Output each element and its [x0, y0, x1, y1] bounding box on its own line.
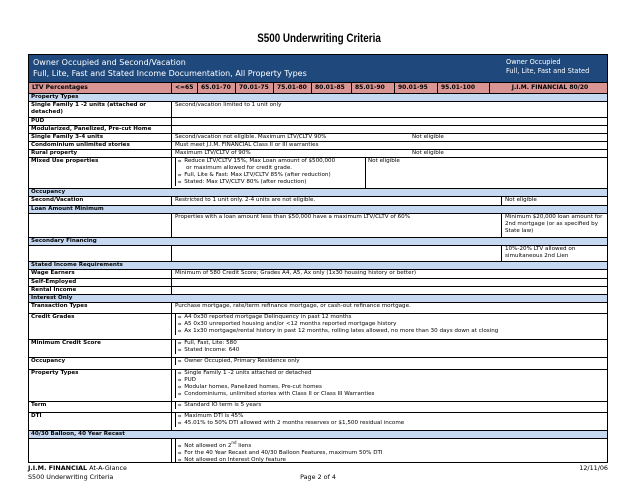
- ltv-rate-row: [29, 83, 607, 94]
- bullet-icon: ⦵: [178, 402, 183, 408]
- row-label: PUD: [29, 118, 172, 125]
- table-row: [29, 142, 607, 150]
- table-row: [29, 370, 607, 402]
- table-row: [29, 303, 607, 314]
- row-text: Maximum LTV/CLTV of 90%: [175, 150, 251, 156]
- table-row: [29, 158, 607, 189]
- row-note: Minimum $20,000 loan amount for 2nd mortgage (or as specified by State law): [501, 214, 607, 237]
- table-row: [29, 126, 607, 134]
- table-row: [29, 118, 607, 126]
- list-item: ⦵ Condominiums, unlimited stories with Class II or Class III Warranties: [178, 391, 375, 397]
- rate-cell: 90.01-95: [395, 83, 438, 93]
- row-label: Single Family 3-4 units: [29, 134, 172, 141]
- rate-cell: <=65: [172, 83, 198, 93]
- rate-cell: 65.01-70: [198, 83, 236, 93]
- list-item: ⦵ Full, Fast, Lite: 580: [178, 340, 237, 346]
- row-label: Self-Employed: [29, 279, 172, 286]
- table-row: [29, 413, 607, 431]
- rate-cell: 70.01-75: [236, 83, 274, 93]
- section-interest-only: Interest Only: [29, 295, 607, 303]
- row-label: Property Types: [29, 370, 172, 401]
- table-row: [29, 102, 607, 118]
- row-label: Rural property: [29, 150, 172, 157]
- footer-brand-suffix: At-A-Glance: [87, 464, 127, 472]
- row-label: Modularized, Panelized, Pre-cut Home: [29, 126, 172, 133]
- bullet-icon: ⦵: [178, 158, 183, 164]
- table-row: [29, 150, 607, 158]
- row-note: Not eligible: [412, 150, 444, 156]
- section-occupancy: Occupancy: [29, 189, 607, 197]
- table-row: [29, 340, 607, 358]
- table-row: [29, 402, 607, 413]
- table-row: [29, 197, 607, 206]
- table-row: [29, 439, 607, 463]
- bullet-icon: ⦵: [178, 358, 183, 364]
- table-row: [29, 279, 607, 287]
- row-label: Mixed Use properties: [29, 158, 172, 188]
- row-text: Properties with a loan amount less than $50,000 have a maximum LTV/CLTV of 60%: [175, 214, 411, 220]
- list-item: ⦵ Owner Occupied, Primary Residence only: [178, 358, 300, 364]
- criteria-table: [28, 54, 608, 463]
- list-item: or maximum allowed for credit grade.: [186, 165, 293, 171]
- rate-cell: 85.01-90: [352, 83, 395, 93]
- list-item: ⦵ Stated: Max LTV/CLTV 80% (after reduction): [178, 179, 307, 185]
- bullet-icon: ⦵: [178, 413, 183, 419]
- rate-cell: LTV Percentages: [29, 83, 172, 93]
- bullet-icon: ⦵: [178, 449, 183, 456]
- bullet-icon: ⦵: [178, 328, 183, 334]
- footer-brand: J.I.M. FINANCIAL: [28, 464, 88, 472]
- header-line-2: Full, Lite, Fast and Stated Income Documentation, All Property Types: [33, 69, 307, 78]
- row-label: Credit Grades: [29, 314, 172, 339]
- list-item: ⦵ Full, Lite & Fast: Max LTV/CLTV 85% (after reduction): [178, 172, 331, 178]
- row-text: Restricted to 1 unit only. 2-4 units are not eligible.: [175, 197, 316, 203]
- table-row: [29, 314, 607, 340]
- row-label: Term: [29, 402, 172, 412]
- table-header: [29, 55, 607, 83]
- section-secondary-financing: Secondary Financing: [29, 238, 607, 246]
- list-item: ⦵ 45.01% to 50% DTI allowed with 2 months reserves or $1,500 residual income: [178, 420, 405, 426]
- list-item: ⦵ Standard IO term is 5 years: [178, 402, 262, 408]
- table-row: [29, 246, 607, 262]
- table-row: [29, 270, 607, 279]
- bullet-icon: ⦵: [178, 321, 183, 327]
- rate-cell: J.I.M. FINANCIAL 80/20: [511, 84, 589, 91]
- bullet-icon: ⦵: [178, 347, 183, 353]
- rate-cell: 95.01-100: [438, 83, 490, 93]
- bullet-icon: ⦵: [178, 370, 183, 376]
- row-label: Rental Income: [29, 287, 172, 294]
- row-label: Second/Vacation: [29, 197, 172, 205]
- list-item: ⦵ Maximum DTI is 45%: [178, 413, 244, 419]
- bullet-icon: ⦵: [178, 456, 183, 463]
- row-text: Minimum of 580 Credit Score; Grades A4, A5, Ax only (1x30 housing history or better): [175, 270, 417, 276]
- bullet-icon: ⦵: [178, 384, 183, 390]
- rate-cell: 80.01-85: [312, 83, 352, 93]
- footer-date: 12/11/06: [579, 464, 608, 472]
- list-item: ⦵ A4 0x30 reported mortgage Delinquency in past 12 months: [178, 314, 352, 320]
- bullet-icon: ⦵: [178, 340, 183, 346]
- page-title: S500 Underwriting Criteria: [257, 31, 381, 45]
- table-row: [29, 134, 607, 142]
- row-label: Transaction Types: [29, 303, 172, 313]
- bullet-icon: ⦵: [178, 172, 183, 178]
- table-row: [29, 358, 607, 370]
- rate-cell: 75.01-80: [274, 83, 312, 93]
- row-note: Not eligible: [365, 158, 400, 188]
- list-item: ⦵ Stated Income: 640: [178, 347, 240, 353]
- header-right-1: Owner Occupied: [506, 58, 561, 66]
- row-note: Not eligible: [501, 197, 607, 205]
- bullet-icon: ⦵: [178, 179, 183, 185]
- row-label: Single Family 1 -2 units (attached or detached): [29, 102, 172, 117]
- header-line-1: Owner Occupied and Second/Vacation: [33, 58, 186, 67]
- list-item: ⦵ Reduce LTV/CLTV 15%, Max Loan amount of $500,000: [178, 158, 336, 164]
- bullet-icon: ⦵: [178, 377, 183, 383]
- table-row: [29, 214, 607, 238]
- row-note: Not eligible: [412, 134, 444, 140]
- footer-doc-title: S500 Underwriting Criteria: [28, 473, 114, 481]
- list-item: ⦵ Modular homes, Panelized homes, Pre-cut homes: [178, 384, 322, 390]
- section-loan-minimum: Loan Amount Minimum: [29, 206, 607, 214]
- row-text: Purchase mortgage, rate/term refinance mortgage, or cash-out refinance mortgage.: [175, 303, 411, 309]
- table-row: [29, 287, 607, 295]
- row-text: Second/vacation not eligible. Maximum LTV/CLTV 90%: [175, 134, 327, 140]
- row-label: DTI: [29, 413, 172, 430]
- list-item: ⦵ Not allowed on 2nd liens: [178, 440, 252, 449]
- row-label: Wage Earners: [29, 270, 172, 278]
- list-item: ⦵ A5 0x30 unreported housing and/or <12 months reported mortgage history: [178, 321, 397, 327]
- section-balloon: 40/30 Balloon, 40 Year Recast: [29, 431, 607, 439]
- bullet-icon: ⦵: [178, 391, 183, 397]
- list-item: ⦵ Ax 1x30 mortgage/rental history in past 12 months, rolling lates allowed, no more than 30 days down at closing: [178, 328, 499, 334]
- bullet-icon: ⦵: [178, 314, 183, 320]
- row-label: Occupancy: [29, 358, 172, 369]
- header-right-2: Full, Lite, Fast and Stated: [506, 67, 590, 75]
- row-text: Second/vacation limited to 1 unit only: [175, 102, 282, 108]
- row-label: Condominium unlimited stories: [29, 142, 172, 149]
- row-label: Minimum Credit Score: [29, 340, 172, 357]
- row-note: 10%-20% LTV allowed on simultaneous 2nd Lien: [501, 246, 607, 261]
- section-property-types: Property Types: [29, 94, 607, 102]
- page-number: Page 2 of 4: [300, 473, 336, 481]
- section-stated-income: Stated Income Requirements: [29, 262, 607, 270]
- list-item: ⦵ Single Family 1 -2 units attached or detached: [178, 370, 312, 376]
- bullet-icon: ⦵: [178, 442, 183, 449]
- row-text: Must meet J.I.M. FINANCIAL Class II or III warranties: [175, 142, 319, 148]
- list-item: ⦵ For the 40 Year Recast and 40/30 Balloon Features, maximum 50% DTI: [178, 449, 383, 456]
- bullet-icon: ⦵: [178, 420, 183, 426]
- list-item: ⦵ PUD: [178, 377, 196, 383]
- list-item: ⦵ Not allowed on Interest Only feature: [178, 456, 286, 463]
